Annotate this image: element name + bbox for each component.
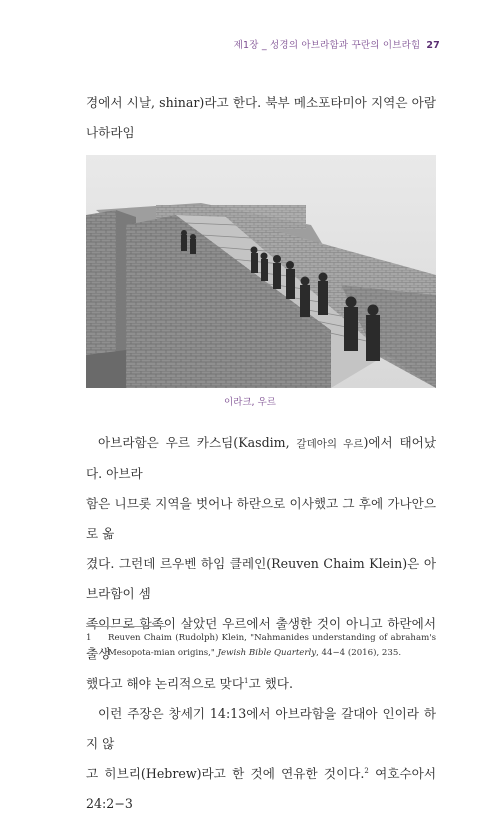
photo-caption: 이라크, 우르 xyxy=(224,397,276,408)
paragraph-line: 이런 주장은 창세기 14:13에서 아브라함을 갈대아 인이라 하지 않 xyxy=(86,706,436,751)
running-header xyxy=(234,37,440,51)
paragraph-line: 겼다. 그런데 르우벤 하임 클레인(Reuven Chaim Klein)은 아브라함이 셈 xyxy=(86,556,436,601)
chapter-title: 제1장 _ 성경의 아브라함과 꾸란의 이브라힘 xyxy=(233,40,421,51)
paragraph-line: 족이므로 함족이 살았던 우르에서 출생한 것이 아니고 하란에서 출생 xyxy=(86,616,436,661)
paragraph-line xyxy=(86,759,436,819)
inline-text: 했다고 해야 논리적으로 맞다 xyxy=(86,676,244,691)
footnote-text xyxy=(108,631,436,661)
footnote-number: 1 xyxy=(86,633,92,643)
footnote-journal: Jewish Bible Quarterly xyxy=(217,648,317,658)
inline-text: 여호수아서 24:2−3 xyxy=(86,766,436,811)
paragraph-line: 경에서 시날, shinar)라고 한다. 북부 메소포타미아 지역은 아람 나하라임 xyxy=(86,95,436,140)
footnote-divider xyxy=(86,626,166,627)
footnote-ref-1[interactable]: 1 xyxy=(244,677,249,685)
inline-text: 아브라함은 우르 카스딤(Kasdim, xyxy=(98,435,297,450)
inline-text: )에서 태어났다. 아브라 xyxy=(86,435,436,481)
body-text xyxy=(86,428,436,819)
photo-ur-ziggurat xyxy=(86,155,436,388)
paragraph-line xyxy=(86,428,436,489)
paragraph-line: 함은 니므롯 지역을 벗어나 하란으로 이사했고 그 후에 가나안으로 옮 xyxy=(86,496,436,541)
photo-illustration xyxy=(86,155,436,388)
footnote-citation: Reuven Chaim (Rudolph) Klein, "Nahmanides understanding of abraham's Mesopota-mian origins," xyxy=(108,633,436,658)
inline-note: 갈데아의 우르 xyxy=(296,438,364,450)
page-number: 27 xyxy=(426,40,440,51)
paragraph-line xyxy=(86,669,436,699)
footnote-ref-2[interactable]: 2 xyxy=(364,767,369,775)
inline-text: 고 히브리(Hebrew)라고 한 것에 연유한 것이다. xyxy=(86,766,365,781)
footnote-1 xyxy=(86,631,436,661)
inline-text: 고 했다. xyxy=(248,676,293,691)
footnote-pages: , 44−4 (2016), 235. xyxy=(316,648,402,658)
